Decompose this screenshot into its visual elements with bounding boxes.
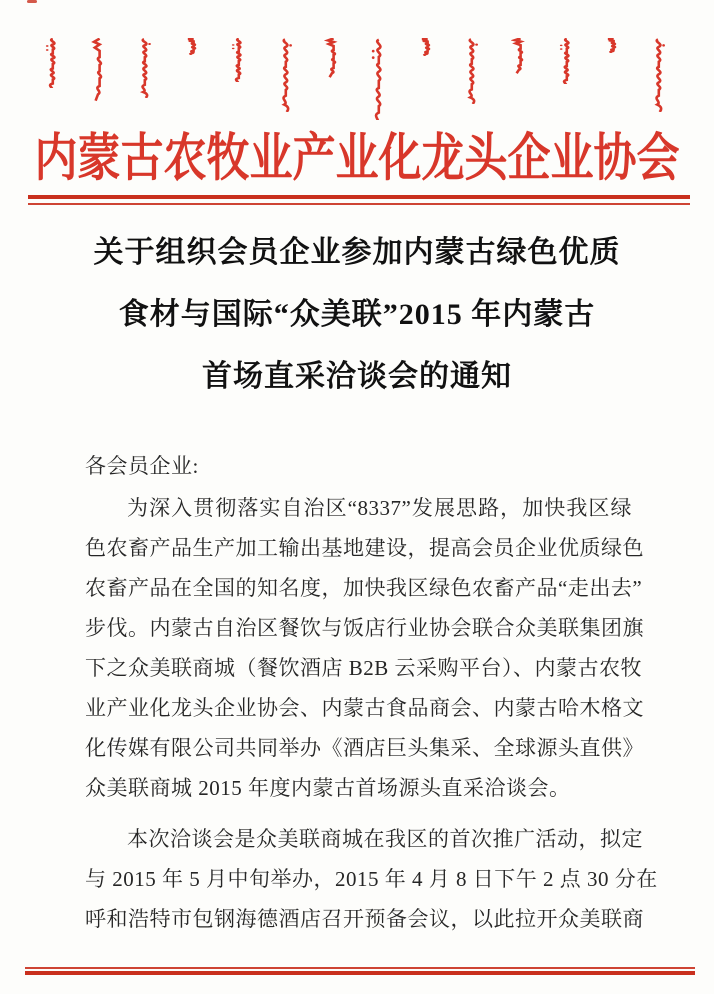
header-separator-thin bbox=[28, 203, 690, 205]
body-line: 色农畜产品生产加工输出基地建设，提高会员企业优质绿色 bbox=[85, 536, 644, 560]
mongolian-word bbox=[608, 38, 615, 53]
document-title-line: 食材与国际“众美联”2015 年内蒙古 bbox=[118, 298, 596, 331]
document-title-line: 关于组织会员企业参加内蒙古绿色优质 bbox=[93, 236, 621, 269]
footer-separator-thin bbox=[25, 967, 695, 969]
document-body bbox=[85, 446, 658, 939]
body-line: 业产业化龙头企业协会、内蒙古食品商会、内蒙古哈木格文 bbox=[85, 696, 644, 720]
paragraph-gap bbox=[85, 808, 632, 819]
document-title bbox=[0, 222, 714, 408]
body-line: 众美联商城 2015 年度内蒙古首场源头直采洽谈会。 bbox=[85, 776, 571, 800]
mongolian-word bbox=[46, 39, 55, 91]
mongolian-word bbox=[560, 39, 569, 86]
header-separator-thick bbox=[28, 195, 690, 199]
mongolian-word bbox=[94, 39, 101, 101]
mongolian-word bbox=[470, 39, 478, 104]
mongolian-word bbox=[515, 38, 522, 73]
mongolian-word bbox=[143, 39, 151, 98]
document-title-line: 首场直采洽谈会的通知 bbox=[202, 360, 512, 393]
mongolian-word bbox=[284, 39, 292, 112]
paragraphs bbox=[85, 488, 658, 939]
mongolian-word bbox=[422, 38, 429, 55]
body-line: 下之众美联商城（餐饮酒店 B2B 云采购平台）、内蒙古农牧 bbox=[85, 656, 643, 680]
footer-separator-thick bbox=[25, 971, 695, 975]
body-line: 农畜产品在全国的知名度，加快我区绿色农畜产品“走出去” bbox=[85, 576, 643, 600]
mongolian-word bbox=[188, 38, 195, 54]
body-line: 呼和浩特市包钢海德酒店召开预备会议，以此拉开众美联商 bbox=[85, 907, 644, 931]
mongolian-word bbox=[328, 38, 335, 77]
salutation: 各会员企业: bbox=[85, 454, 199, 478]
mongolian-word bbox=[232, 39, 241, 84]
org-name-heading: 内蒙古农牧业产业化龙头企业协会 bbox=[34, 131, 680, 188]
body-line: 为深入贯彻落实自治区“8337”发展思路，加快我区绿 bbox=[127, 496, 632, 520]
body-line: 化传媒有限公司共同举办《酒店巨头集采、全球源头直供》 bbox=[85, 736, 644, 760]
body-line: 本次洽谈会是众美联商城在我区的首次推广活动，拟定 bbox=[127, 827, 643, 851]
body-line: 与 2015 年 5 月中旬举办，2015 年 4 月 8 日下午 2 点 30 分在 bbox=[85, 867, 658, 891]
body-line: 步伐。内蒙古自治区餐饮与饭店行业协会联合众美联集团旗 bbox=[85, 616, 644, 640]
mongolian-word bbox=[372, 40, 381, 124]
mongolian-word bbox=[657, 39, 665, 112]
